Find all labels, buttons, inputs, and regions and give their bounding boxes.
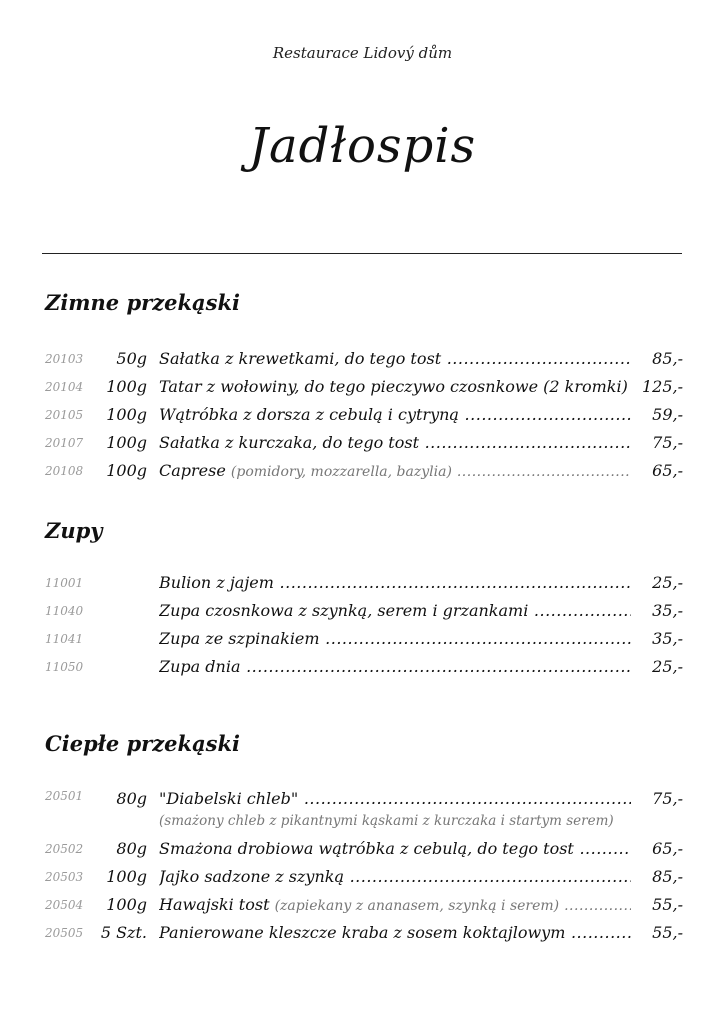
- item-name: Tatar z wołowiny, do tego pieczywo czosnkowe (2 kromki) .....: [159, 377, 629, 396]
- item-name-text: Caprese: [159, 461, 226, 480]
- item-name-text: Hawajski tost: [159, 895, 270, 914]
- item-description: [159, 457, 631, 486]
- menu-item: [45, 835, 683, 863]
- item-name: Panierowane kleszcze kraba z sosem koktajlowym .....: [159, 923, 631, 942]
- item-price: 25,-: [652, 657, 683, 676]
- item-code: 11041: [45, 632, 84, 646]
- item-code: 20503: [45, 870, 84, 884]
- item-note: (pomidory, mozzarella, bazylia) .....: [231, 464, 631, 480]
- menu-item: [45, 597, 683, 625]
- item-code: 20103: [45, 352, 84, 366]
- item-code: 11001: [45, 576, 84, 590]
- section-title-cold-starters: Zimne przekąski: [45, 290, 241, 315]
- item-name: Zupa dnia .....: [159, 657, 631, 676]
- menu-list-cold-starters: [45, 345, 683, 485]
- item-code: 20502: [45, 842, 84, 856]
- item-code: 20505: [45, 926, 84, 940]
- item-quantity: 5 Szt.: [100, 923, 147, 942]
- item-quantity: 100g: [106, 461, 147, 480]
- menu-item: [45, 785, 683, 835]
- section-title-hot-starters: Ciepłe przekąski: [45, 731, 241, 756]
- menu-list-soups: [45, 569, 683, 681]
- menu-item: [45, 919, 683, 947]
- item-price: 35,-: [652, 629, 683, 648]
- item-name: Zupa czosnkowa z szynką, serem i grzankami .....: [159, 601, 631, 620]
- item-name: Jajko sadzone z szynką .....: [159, 867, 631, 886]
- item-description: [159, 891, 631, 920]
- item-price: 75,-: [652, 433, 683, 452]
- item-price: 75,-: [652, 789, 683, 808]
- menu-item: [45, 891, 683, 919]
- menu-item: [45, 429, 683, 457]
- item-name: Wątróbka z dorsza z cebulą i cytryną .....: [159, 405, 631, 424]
- page-title: Jadłospis: [248, 118, 477, 174]
- title-divider: [42, 253, 682, 254]
- item-description: [159, 597, 631, 625]
- item-price: 35,-: [652, 601, 683, 620]
- item-code: 20501: [45, 789, 84, 803]
- item-price: 85,-: [652, 349, 683, 368]
- menu-list-hot-starters: [45, 785, 683, 947]
- menu-item: [45, 863, 683, 891]
- item-code: 20504: [45, 898, 84, 912]
- item-description: [159, 373, 629, 401]
- item-name: Smażona drobiowa wątróbka z cebulą, do tego tost .....: [159, 839, 631, 858]
- section-title-soups: Zupy: [45, 518, 103, 543]
- menu-item: [45, 401, 683, 429]
- item-name: Sałatka z krewetkami, do tego tost .....: [159, 349, 631, 368]
- item-code: 20107: [45, 436, 84, 450]
- item-quantity: 100g: [106, 867, 147, 886]
- menu-item: [45, 457, 683, 485]
- item-price: 65,-: [652, 839, 683, 858]
- item-price: 125,-: [641, 377, 683, 396]
- item-description: [159, 569, 631, 597]
- restaurant-name: Restaurace Lidový dům: [272, 44, 453, 62]
- item-code: 20104: [45, 380, 84, 394]
- menu-item: [45, 345, 683, 373]
- item-description: [159, 863, 631, 891]
- item-name: Bulion z jajem .....: [159, 573, 631, 592]
- item-description: [159, 919, 631, 947]
- item-quantity: 100g: [106, 405, 147, 424]
- item-note: (zapiekany z ananasem, szynką i serem) .....: [275, 898, 631, 914]
- menu-item: [45, 373, 683, 401]
- menu-item: [45, 569, 683, 597]
- item-quantity: 50g: [116, 349, 147, 368]
- item-description: [159, 653, 631, 681]
- item-price: 85,-: [652, 867, 683, 886]
- item-description: [159, 625, 631, 653]
- item-name: Zupa ze szpinakiem .....: [159, 629, 631, 648]
- item-price: 55,-: [652, 923, 683, 942]
- menu-item: [45, 653, 683, 681]
- item-code: 11050: [45, 660, 84, 674]
- item-quantity: 80g: [116, 839, 147, 858]
- item-price: 59,-: [652, 405, 683, 424]
- item-price: 55,-: [652, 895, 683, 914]
- item-code: 20105: [45, 408, 84, 422]
- item-quantity: 100g: [106, 433, 147, 452]
- item-quantity: 80g: [116, 789, 147, 808]
- item-description: [159, 429, 631, 457]
- item-description: [159, 345, 631, 373]
- item-subnote: (smażony chleb z pikantnymi kąskami z kurczaka i startym serem): [159, 813, 614, 829]
- menu-item: [45, 625, 683, 653]
- item-price: 25,-: [652, 573, 683, 592]
- item-quantity: 100g: [106, 377, 147, 396]
- item-description: [159, 835, 631, 863]
- item-quantity: 100g: [106, 895, 147, 914]
- item-name: "Diabelski chleb" .....: [159, 789, 631, 808]
- item-code: 20108: [45, 464, 84, 478]
- item-code: 11040: [45, 604, 84, 618]
- item-name: Sałatka z kurczaka, do tego tost .....: [159, 433, 631, 452]
- item-price: 65,-: [652, 461, 683, 480]
- item-description: [159, 401, 631, 429]
